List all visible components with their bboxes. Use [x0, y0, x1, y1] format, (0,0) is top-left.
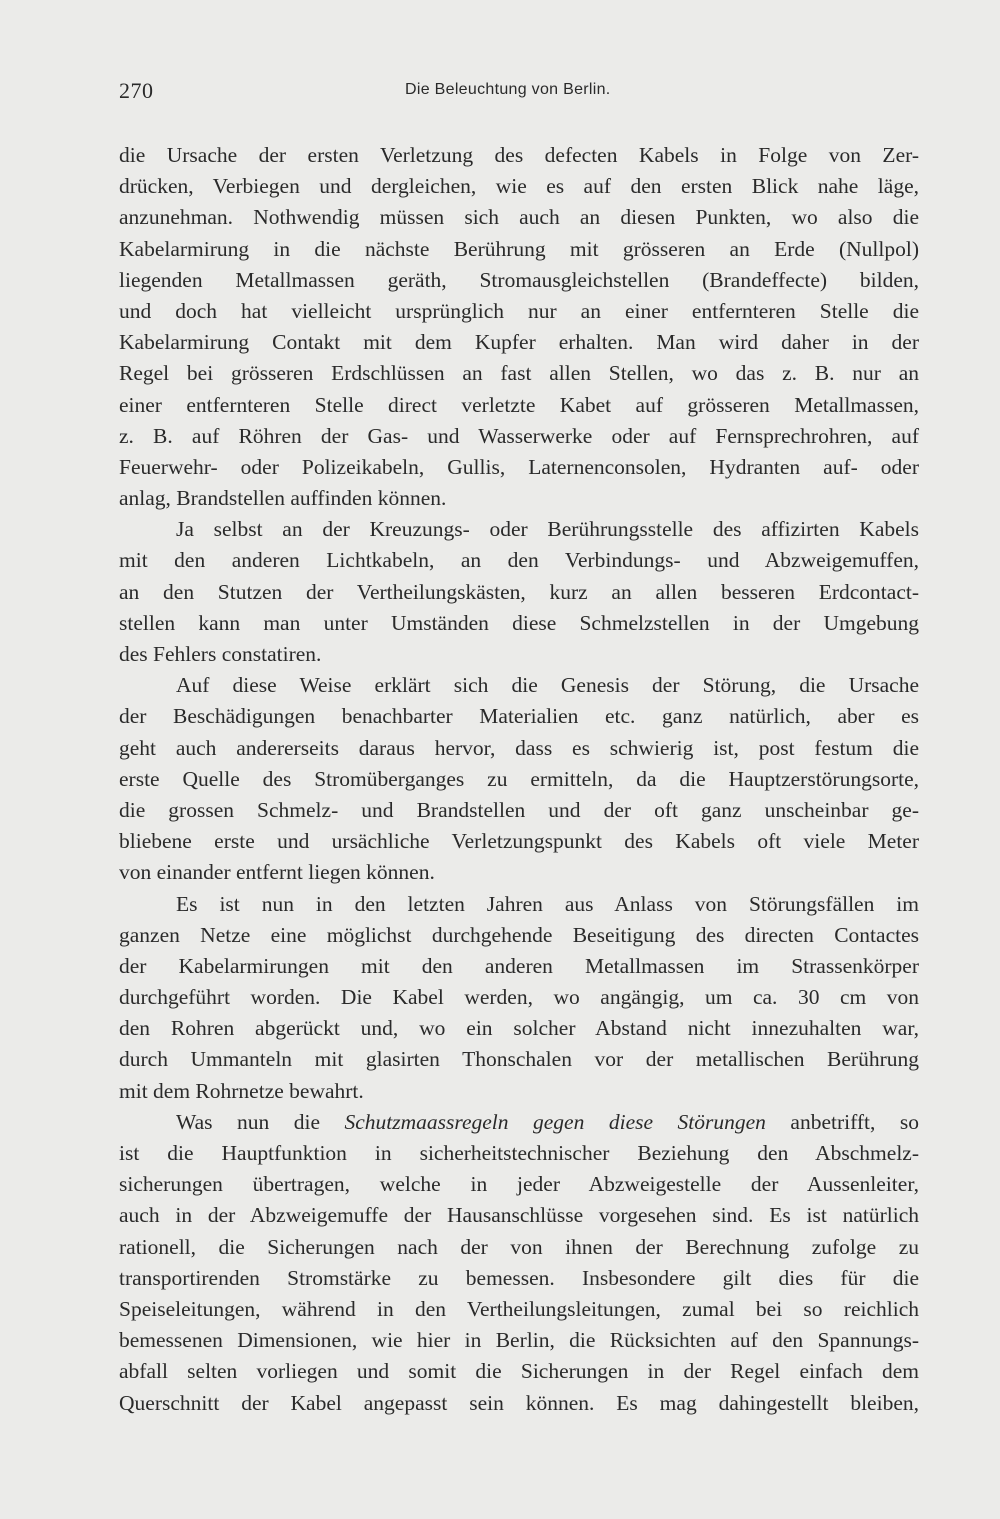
text-line: sicherungen übertragen, welche in jeder Abzweigestelle der Aussenleiter, — [119, 1172, 919, 1197]
text-line: an den Stutzen der Vertheilungskästen, kurz an allen besseren Erdcontact- — [119, 579, 919, 604]
text-line: stellen kann man unter Umständen diese Schmelzstellen in der Umgebung — [119, 610, 919, 635]
text-line: Kabelarmirung in die nächste Berührung mit grösseren an Erde (Nullpol) — [119, 236, 919, 261]
text-line: der Beschädigungen benachbarter Materialien etc. ganz natürlich, aber es — [119, 704, 919, 729]
text-line: drücken, Verbiegen und dergleichen, wie es auf den ersten Blick nahe läge, — [119, 174, 919, 199]
text-line: transportirenden Stromstärke zu bemessen. Insbesondere gilt dies für die — [119, 1265, 919, 1290]
running-title: Die Beleuchtung von Berlin. — [405, 81, 611, 98]
text-line: ganzen Netze eine möglichst durchgehende Beseitigung des directen Contactes — [119, 922, 919, 947]
text-line: Es ist nun in den letzten Jahren aus Anlass von Störungsfällen im — [176, 891, 919, 916]
text-line: von einander entfernt liegen können. — [119, 860, 435, 885]
text-line: anlag, Brandstellen auffinden können. — [119, 486, 447, 511]
text-line: die grossen Schmelz- und Brandstellen und der oft ganz unscheinbar ge- — [119, 797, 919, 822]
text-line: die Ursache der ersten Verletzung des defecten Kabels in Folge von Zer- — [119, 143, 919, 167]
text-line: bemessenen Dimensionen, wie hier in Berlin, die Rücksichten auf den Spannungs- — [119, 1328, 919, 1353]
text-line: Auf diese Weise erklärt sich die Genesis der Störung, die Ursache — [176, 673, 919, 698]
text-line: auch in der Abzweigemuffe der Hausanschlüsse vorgesehen sind. Es ist natürlich — [119, 1203, 919, 1228]
text-line: des Fehlers constatiren. — [119, 642, 322, 666]
page-number: 270 — [119, 78, 154, 103]
text-line: den Rohren abgerückt und, wo ein solcher Abstand nicht innezuhalten war, — [119, 1016, 919, 1041]
text-line: einer entfernteren Stelle direct verletzte Kabet auf grösseren Metallmassen, — [119, 392, 919, 417]
text-line: Querschnitt der Kabel angepasst sein können. Es mag dahingestellt bleiben, — [119, 1390, 919, 1415]
text-line: der Kabelarmirungen mit den anderen Metallmassen im Strassenkörper — [119, 953, 919, 978]
text-line: mit den anderen Lichtkabeln, an den Verbindungs- und Abzweigemuffen, — [119, 548, 919, 573]
text-line: Regel bei grösseren Erdschlüssen an fast allen Stellen, wo das z. B. nur an — [119, 361, 919, 386]
text-line: Feuerwehr- oder Polizeikabeln, Gullis, Laternenconsolen, Hydranten auf- oder — [119, 454, 919, 479]
body-text — [119, 140, 919, 1419]
text-line: geht auch andererseits daraus hervor, dass es schwierig ist, post festum die — [119, 735, 919, 760]
text-line-with-italic — [119, 1107, 919, 1138]
text-line: Ja selbst an der Kreuzungs- oder Berührungsstelle des affizirten Kabels — [176, 517, 919, 542]
text-line: z. B. auf Röhren der Gas- und Wasserwerke oder auf Fernsprechrohren, auf — [119, 423, 919, 448]
text-line: Kabelarmirung Contakt mit dem Kupfer erhalten. Man wird daher in der — [119, 330, 919, 355]
text-line: durchgeführt worden. Die Kabel werden, wo angängig, um ca. 30 cm von — [119, 985, 919, 1010]
text-line: Speiseleitungen, während in den Vertheilungsleitungen, zumal bei so reichlich — [119, 1296, 919, 1321]
text-line: durch Ummanteln mit glasirten Thonschalen vor der metallischen Berührung — [119, 1047, 919, 1072]
text-line: ist die Hauptfunktion in sicherheitstechnischer Beziehung den Abschmelz- — [119, 1141, 919, 1165]
text-line: erste Quelle des Stromüberganges zu ermitteln, da die Hauptzerstörungsorte, — [119, 766, 919, 791]
text-segment: anbetrifft, so — [765, 1109, 920, 1134]
text-line: abfall selten vorliegen und somit die Sicherungen in der Regel einfach dem — [119, 1359, 919, 1384]
text-line: anzunehman. Nothwendig müssen sich auch an diesen Punkten, wo also die — [119, 205, 919, 230]
text-line: bliebene erste und ursächliche Verletzungspunkt des Kabels oft viele Meter — [119, 829, 919, 854]
text-line: mit dem Rohrnetze bewahrt. — [119, 1078, 364, 1103]
text-line: und doch hat vielleicht ursprünglich nur an einer entfernteren Stelle die — [119, 298, 919, 323]
text-segment: Was nun die — [176, 1109, 345, 1134]
text-line: liegenden Metallmassen geräth, Stromausgleichstellen (Brandeffecte) bilden, — [119, 267, 919, 292]
page-header — [119, 78, 919, 110]
text-line: rationell, die Sicherungen nach der von ihnen der Berechnung zufolge zu — [119, 1234, 919, 1259]
italic-phrase: Schutzmaassregeln gegen diese Störungen — [344, 1109, 766, 1134]
